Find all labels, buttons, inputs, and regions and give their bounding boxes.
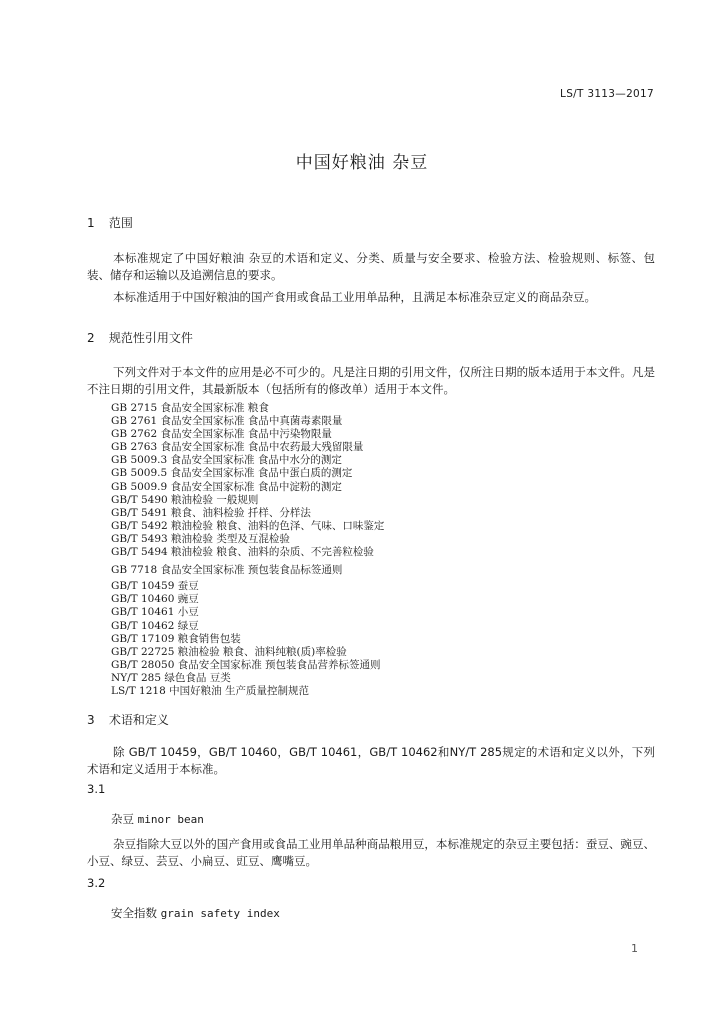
normative-references-list [111,402,384,698]
reference-item: GB/T 5490 粮油检验 一般规则 [111,493,259,506]
section-1-paragraph-1: 本标准规定了中国好粮油 杂豆的术语和定义、分类、质量与安全要求、检验方法、检验规则、标签、包装、储存和运输以及追溯信息的要求。 [87,251,655,282]
section-number: 2 [87,331,95,345]
section-3-paragraph-1: 除 GB/T 10459，GB/T 10460，GB/T 10461，GB/T 10462和NY/T 285规定的术语和定义以外，下列术语和定义适用于本标准。 [87,745,655,776]
reference-item: GB 2762 食品安全国家标准 食品中污染物限量 [111,428,332,441]
section-title: 规范性引用文件 [108,331,193,345]
reference-item: GB/T 10461 小豆 [111,606,199,619]
section-2-paragraph-1: 下列文件对于本文件的应用是必不可少的。凡是注日期的引用文件，仅所注日期的版本适用于本文件。凡是不注日期的引用文件，其最新版本（包括所有的修改单）适用于本文件。 [87,365,655,396]
section-number: 1 [87,216,95,230]
section-1-paragraph-2: 本标准适用于中国好粮油的国产食用或食品工业用单品种，且满足本标准杂豆定义的商品杂豆。 [113,290,596,304]
section-2-heading [87,329,193,346]
reference-item: LS/T 1218 中国好粮油 生产质量控制规范 [111,684,309,697]
section-number: 3 [87,713,95,727]
term-english: minor bean [137,813,204,826]
page-number: 1 [631,942,638,955]
section-title: 范围 [108,216,133,230]
reference-item: GB/T 10462 绿豆 [111,619,199,632]
clause-number: 3.1 [87,782,106,796]
reference-item: GB 5009.9 食品安全国家标准 食品中淀粉的测定 [111,480,342,493]
reference-item: GB/T 22725 粮油检验 粮食、油料纯粮(质)率检验 [111,645,347,658]
document-code: LS/T 3113—2017 [560,88,654,100]
section-1-heading [87,214,133,231]
reference-item: GB/T 5492 粮油检验 粮食、油料的色泽、气味、口味鉴定 [111,519,385,532]
reference-item: GB/T 5491 粮食、油料检验 扦样、分样法 [111,506,311,519]
term-chinese: 安全指数 [111,906,157,920]
document-title: 中国好粮油 杂豆 [295,153,429,173]
term-english: grain safety index [160,907,280,920]
term-definition: 杂豆指除大豆以外的国产食用或食品工业用单品种商品粮用豆，本标准规定的杂豆主要包括：蚕豆、豌豆、小豆、绿豆、芸豆、小扁豆、豇豆、鹰嘴豆。 [87,837,655,868]
reference-item: GB/T 10459 蚕豆 [111,580,199,593]
reference-item: GB/T 5494 粮油检验 粮食、油料的杂质、不完善粒检验 [111,546,374,559]
term-heading [111,811,204,827]
reference-item: GB 2763 食品安全国家标准 食品中农药最大残留限量 [111,441,364,454]
section-3-heading [87,711,169,728]
clause-number: 3.2 [87,876,106,890]
reference-item: GB 2761 食品安全国家标准 食品中真菌毒素限量 [111,415,343,428]
reference-item: GB/T 10460 豌豆 [111,593,199,606]
reference-item: GB 2715 食品安全国家标准 粮食 [111,402,269,414]
reference-item: GB/T 28050 食品安全国家标准 预包装食品营养标签通则 [111,658,381,671]
reference-item: GB 7718 食品安全国家标准 预包装食品标签通则 [111,564,343,577]
reference-item: GB/T 5493 粮油检验 类型及互混检验 [111,532,290,545]
reference-item: GB 5009.5 食品安全国家标准 食品中蛋白质的测定 [111,467,353,480]
term-chinese: 杂豆 [111,812,134,826]
section-title: 术语和定义 [108,713,169,727]
reference-item: GB/T 17109 粮食销售包装 [111,632,241,645]
reference-item: GB 5009.3 食品安全国家标准 食品中水分的测定 [111,454,342,467]
reference-item: NY/T 285 绿色食品 豆类 [111,671,231,684]
term-heading [111,905,280,921]
